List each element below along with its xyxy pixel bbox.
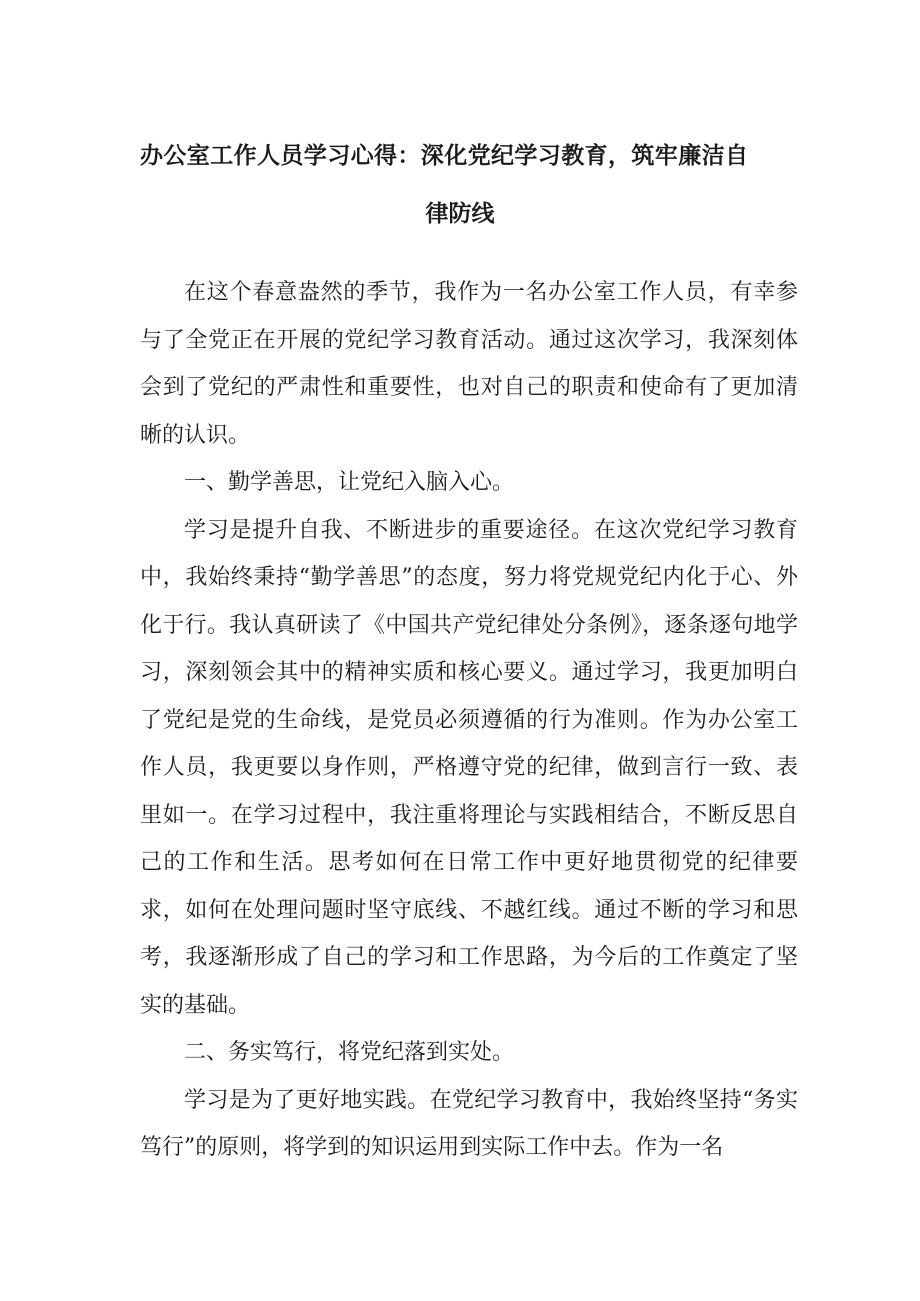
paragraph-intro: 在这个春意盎然的季节，我作为一名办公室工作人员，有幸参与了全党正在开展的党纪学习教育活动。通过这次学习，我深刻体会到了党纪的严肃性和重要性，也对自己的职责和使命有了更加清晰的认识。 — [140, 280, 798, 448]
document-title-line-2: 律防线 — [425, 201, 495, 227]
document-body — [140, 269, 798, 1172]
section-heading-1: 一、勤学善思，让党纪入脑入心。 — [184, 470, 515, 495]
document-title-line-1: 办公室工作人员学习心得：深化党纪学习教育，筑牢廉洁自 — [140, 143, 749, 169]
paragraph-section-1: 学习是提升自我、不断进步的重要途径。在这次党纪学习教育中，我始终秉持“勤学善思”的态度，努力将党规党纪内化于心、外化于行。我认真研读了《中国共产党纪律处分条例》，逐条逐句地学习，深刻领会其中的精神实质和核心要义。通过学习，我更加明白了党纪是党的生命线，是党员必须遵循的行为准则。作为办公室工作人员，我更要以身作则，严格遵守党的纪律，做到言行一致、表里如一。在学习过程中，我注重将理论与实践相结合，不断反思自己的工作和生活。思考如何在日常工作中更好地贯彻党的纪律要求，如何在处理问题时坚守底线、不越红线。通过不断的学习和思考，我逐渐形成了自己的学习和工作思路，为今后的工作奠定了坚实的基础。 — [140, 517, 798, 1018]
section-heading-2: 二、务实笃行，将党纪落到实处。 — [184, 1040, 515, 1065]
paragraph-section-2: 学习是为了更好地实践。在党纪学习教育中，我始终坚持“务实笃行”的原则，将学到的知识运用到实际工作中去。作为一名 — [140, 1087, 798, 1160]
